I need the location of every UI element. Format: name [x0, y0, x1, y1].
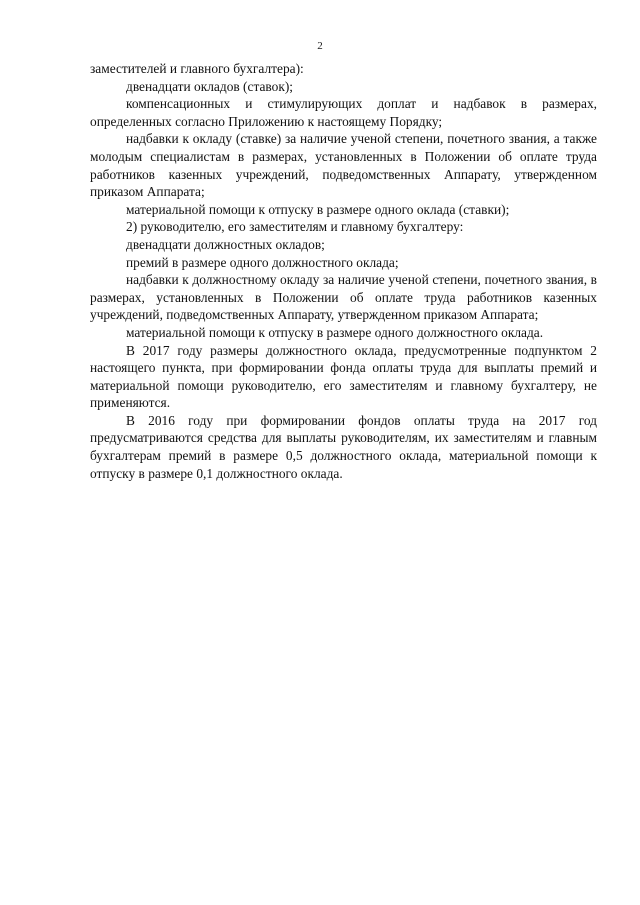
paragraph-compensation: компенсационных и стимулирующих доплат и надбавок в размерах, определенных согласно Приложению к настоящему Порядку; [90, 96, 597, 129]
paragraph-2016-rule: В 2016 году при формировании фондов оплаты труда на 2017 год предусматриваются средства для выплаты руководителям, их заместителям и главным бухгалтерам премий в размере 0,5 должностного оклада, материальной помощи к отпуску в размере 0,1 должностного оклада. [90, 412, 597, 481]
page-number: 2 [317, 40, 323, 52]
paragraph-vacation-aid: материальной помощи к отпуску в размере одного оклада (ставки); [126, 201, 510, 217]
paragraph-bonuses: премий в размере одного должностного оклада; [126, 254, 399, 270]
paragraph-2017-rule: В 2017 году размеры должностного оклада, предусмотренные подпунктом 2 настоящего пункта, при формировании фонда оплаты труда для выплаты премий и материальной помощи руководителю, его заместителям и главному бухгалтеру, не применяются. [90, 342, 597, 411]
paragraph-management-heading: 2) руководителю, его заместителям и главному бухгалтеру: [126, 219, 464, 235]
paragraph-management-degree-bonus: надбавки к должностному окладу за наличие ученой степени, почетного звания, в размерах, установленных в Положении об оплате труда работников казенных учреждений, подведомственных Аппарату, утвержденном приказом Аппарата; [90, 272, 597, 323]
paragraph-official-salaries: двенадцати должностных окладов; [126, 236, 325, 252]
paragraph-management-vacation-aid: материальной помощи к отпуску в размере одного должностного оклада. [126, 324, 544, 340]
paragraph-degree-bonus: надбавки к окладу (ставке) за наличие ученой степени, почетного звания, а также молодым специалистам в размерах, установленных в Положении об оплате труда работников казенных учреждений, подведомственных Аппарату, утвержденном приказом Аппарата; [90, 131, 597, 200]
paragraph-continuation: заместителей и главного бухгалтера): [90, 61, 304, 76]
paragraph-salaries-count: двенадцати окладов (ставок); [126, 78, 294, 94]
document-body [90, 60, 597, 482]
